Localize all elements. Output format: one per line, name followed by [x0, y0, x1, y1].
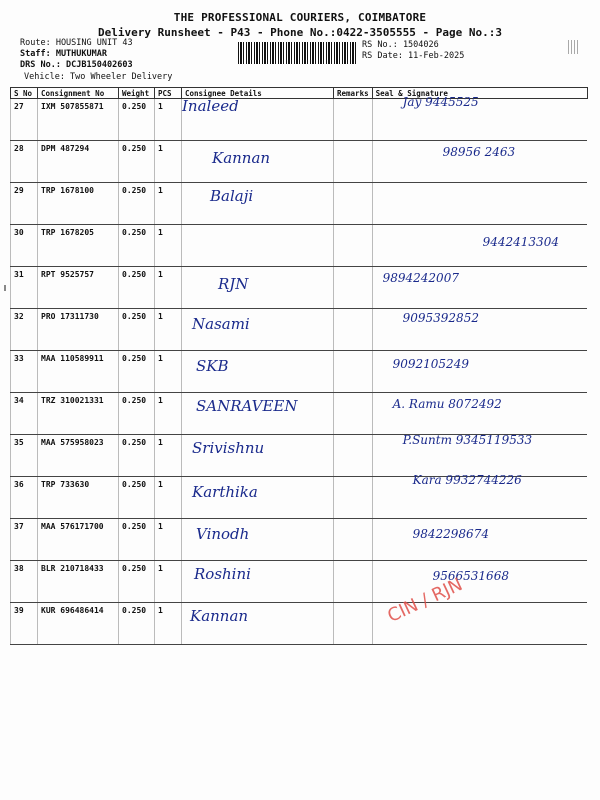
- consignee-name: Vinodh: [196, 525, 250, 543]
- row-pcs: 1: [155, 309, 182, 351]
- signature-text: P.Suntm 9345119533: [402, 433, 533, 447]
- barcode: [238, 42, 356, 64]
- row-sno: 29: [11, 183, 38, 225]
- consignee-name: Nasami: [192, 315, 250, 333]
- row-signature: [372, 225, 587, 267]
- col-consignee: Consignee Details: [182, 88, 334, 99]
- row-signature: [372, 141, 587, 183]
- col-signature: Seal & Signature: [372, 88, 587, 99]
- row-weight: 0.250: [119, 477, 155, 519]
- table-row: [11, 561, 588, 603]
- row-consignee: [182, 309, 334, 351]
- row-remarks: [334, 99, 373, 141]
- row-sno: 34: [11, 393, 38, 435]
- row-pcs: 1: [155, 393, 182, 435]
- rs-info: [362, 40, 464, 62]
- consignee-name: RJN: [218, 275, 249, 293]
- consignee-name: Kannan: [190, 607, 249, 625]
- vehicle-line: Vehicle: Two Wheeler Delivery: [24, 72, 173, 82]
- runsheet-subtitle: Delivery Runsheet - P43 - Phone No.:0422-3505555 - Page No.:3: [98, 26, 502, 39]
- row-pcs: 1: [155, 225, 182, 267]
- row-consignment-no: TRP 733630: [38, 477, 119, 519]
- row-consignment-no: MAA 110589911: [38, 351, 119, 393]
- row-remarks: [334, 435, 373, 477]
- row-signature: [372, 519, 587, 561]
- row-signature: [372, 393, 587, 435]
- row-signature: [372, 351, 587, 393]
- signature-text: 9894242007: [382, 271, 459, 285]
- row-consignee: [182, 141, 334, 183]
- row-consignee: [182, 393, 334, 435]
- consignee-name: SKB: [196, 357, 229, 375]
- row-consignment-no: TRP 1678100: [38, 183, 119, 225]
- row-consignee: [182, 435, 334, 477]
- row-signature: [372, 473, 587, 519]
- signature-text: 98956 2463: [442, 145, 516, 159]
- row-consignee: [182, 603, 334, 645]
- table-row: [11, 435, 588, 477]
- row-remarks: [334, 561, 373, 603]
- row-signature: [372, 435, 587, 477]
- row-weight: 0.250: [119, 99, 155, 141]
- row-pcs: 1: [155, 603, 182, 645]
- col-remarks: Remarks: [334, 88, 373, 99]
- row-consignee: [182, 519, 334, 561]
- row-pcs: 1: [155, 351, 182, 393]
- row-sno: 33: [11, 351, 38, 393]
- route-info: [20, 38, 133, 71]
- table-row: [11, 183, 588, 225]
- signature-text: 9095392852: [402, 311, 479, 325]
- col-pcs: PCS: [155, 88, 182, 99]
- row-remarks: [334, 141, 373, 183]
- row-consignee: [182, 99, 334, 141]
- row-pcs: 1: [155, 267, 182, 309]
- row-consignment-no: TRP 1678205: [38, 225, 119, 267]
- row-pcs: 1: [155, 477, 182, 519]
- row-consignee: [182, 351, 334, 393]
- table-row: [11, 603, 588, 645]
- row-remarks: [334, 225, 373, 267]
- row-weight: 0.250: [119, 309, 155, 351]
- rs-no: RS No.: 1504026: [362, 40, 439, 50]
- col-consignment: Consignment No: [38, 88, 119, 99]
- signature-text: 9442413304: [482, 235, 559, 249]
- col-sno: S No: [11, 88, 38, 99]
- row-sno: 27: [11, 99, 38, 141]
- row-pcs: 1: [155, 561, 182, 603]
- table-row: [11, 351, 588, 393]
- consignee-name: Balaji: [210, 187, 254, 205]
- row-weight: 0.250: [119, 603, 155, 645]
- row-consignment-no: BLR 210718433: [38, 561, 119, 603]
- row-pcs: 1: [155, 519, 182, 561]
- row-sno: 30: [11, 225, 38, 267]
- rs-date: RS Date: 11-Feb-2025: [362, 51, 465, 61]
- row-sno: 38: [11, 561, 38, 603]
- row-consignment-no: PRO 17311730: [38, 309, 119, 351]
- signature-text: A. Ramu 8072492: [392, 397, 502, 411]
- row-pcs: 1: [155, 141, 182, 183]
- row-consignment-no: TRZ 310021331: [38, 393, 119, 435]
- consignee-name: SANRAVEEN: [196, 397, 298, 415]
- table-row: [11, 477, 588, 519]
- table-row: [11, 141, 588, 183]
- row-weight: 0.250: [119, 225, 155, 267]
- row-sno: 32: [11, 309, 38, 351]
- row-remarks: [334, 183, 373, 225]
- consignee-name: Inaleed: [182, 97, 239, 115]
- company-title: THE PROFESSIONAL COURIERS, COIMBATORE: [173, 11, 427, 24]
- col-weight: Weight: [119, 88, 155, 99]
- row-sno: 37: [11, 519, 38, 561]
- row-consignment-no: RPT 9525757: [38, 267, 119, 309]
- row-signature: [372, 183, 587, 225]
- delivery-stamp: CIN / RJN: [384, 574, 466, 627]
- row-sno: 28: [11, 141, 38, 183]
- row-weight: 0.250: [119, 435, 155, 477]
- row-remarks: [334, 603, 373, 645]
- row-pcs: 1: [155, 435, 182, 477]
- row-consignment-no: KUR 696486414: [38, 603, 119, 645]
- consignee-name: Srivishnu: [192, 439, 265, 457]
- table-row: [11, 393, 588, 435]
- consignee-name: Roshini: [194, 565, 251, 583]
- runsheet-table: [10, 87, 588, 645]
- staff-line: Staff: MUTHUKUMAR: [20, 49, 107, 59]
- row-consignment-no: DPM 487294: [38, 141, 119, 183]
- row-consignment-no: MAA 575958023: [38, 435, 119, 477]
- row-weight: 0.250: [119, 267, 155, 309]
- row-remarks: [334, 267, 373, 309]
- row-pcs: 1: [155, 183, 182, 225]
- row-weight: 0.250: [119, 393, 155, 435]
- signature-text: 9092105249: [392, 357, 469, 371]
- signature-text: Kara 9932744226: [412, 473, 522, 487]
- row-consignee: [182, 183, 334, 225]
- table-header-row: [11, 88, 588, 99]
- signature-text: Jay 9445525: [402, 95, 479, 109]
- consignee-name: Kannan: [212, 149, 271, 167]
- row-signature: [372, 95, 587, 141]
- row-signature: [372, 267, 587, 309]
- corner-marks: [568, 40, 580, 54]
- row-consignment-no: MAA 576171700: [38, 519, 119, 561]
- row-signature: [372, 561, 587, 603]
- route-line: Route: HOUSING UNIT 43: [20, 38, 133, 48]
- row-pcs: 1: [155, 99, 182, 141]
- row-weight: 0.250: [119, 561, 155, 603]
- row-sno: 31: [11, 267, 38, 309]
- drs-line: DRS No.: DCJB150402603: [20, 60, 133, 70]
- row-sno: 35: [11, 435, 38, 477]
- row-remarks: [334, 519, 373, 561]
- row-weight: 0.250: [119, 519, 155, 561]
- table-row: [11, 519, 588, 561]
- row-remarks: [334, 393, 373, 435]
- row-signature: [372, 309, 587, 351]
- row-consignee: [182, 561, 334, 603]
- binder-mark: [4, 285, 6, 291]
- row-remarks: [334, 477, 373, 519]
- signature-text: 9566531668: [432, 569, 509, 583]
- table-row: [11, 267, 588, 309]
- table-row: [11, 99, 588, 141]
- table-row: [11, 225, 588, 267]
- row-remarks: [334, 309, 373, 351]
- row-weight: 0.250: [119, 183, 155, 225]
- signature-text: 9842298674: [412, 527, 489, 541]
- row-consignee: [182, 267, 334, 309]
- row-remarks: [334, 351, 373, 393]
- row-consignee: [182, 225, 334, 267]
- table-row: [11, 309, 588, 351]
- row-consignment-no: IXM 507855871: [38, 99, 119, 141]
- row-consignee: [182, 477, 334, 519]
- row-sno: 39: [11, 603, 38, 645]
- consignee-name: Karthika: [192, 483, 258, 501]
- row-weight: 0.250: [119, 351, 155, 393]
- row-sno: 36: [11, 477, 38, 519]
- row-weight: 0.250: [119, 141, 155, 183]
